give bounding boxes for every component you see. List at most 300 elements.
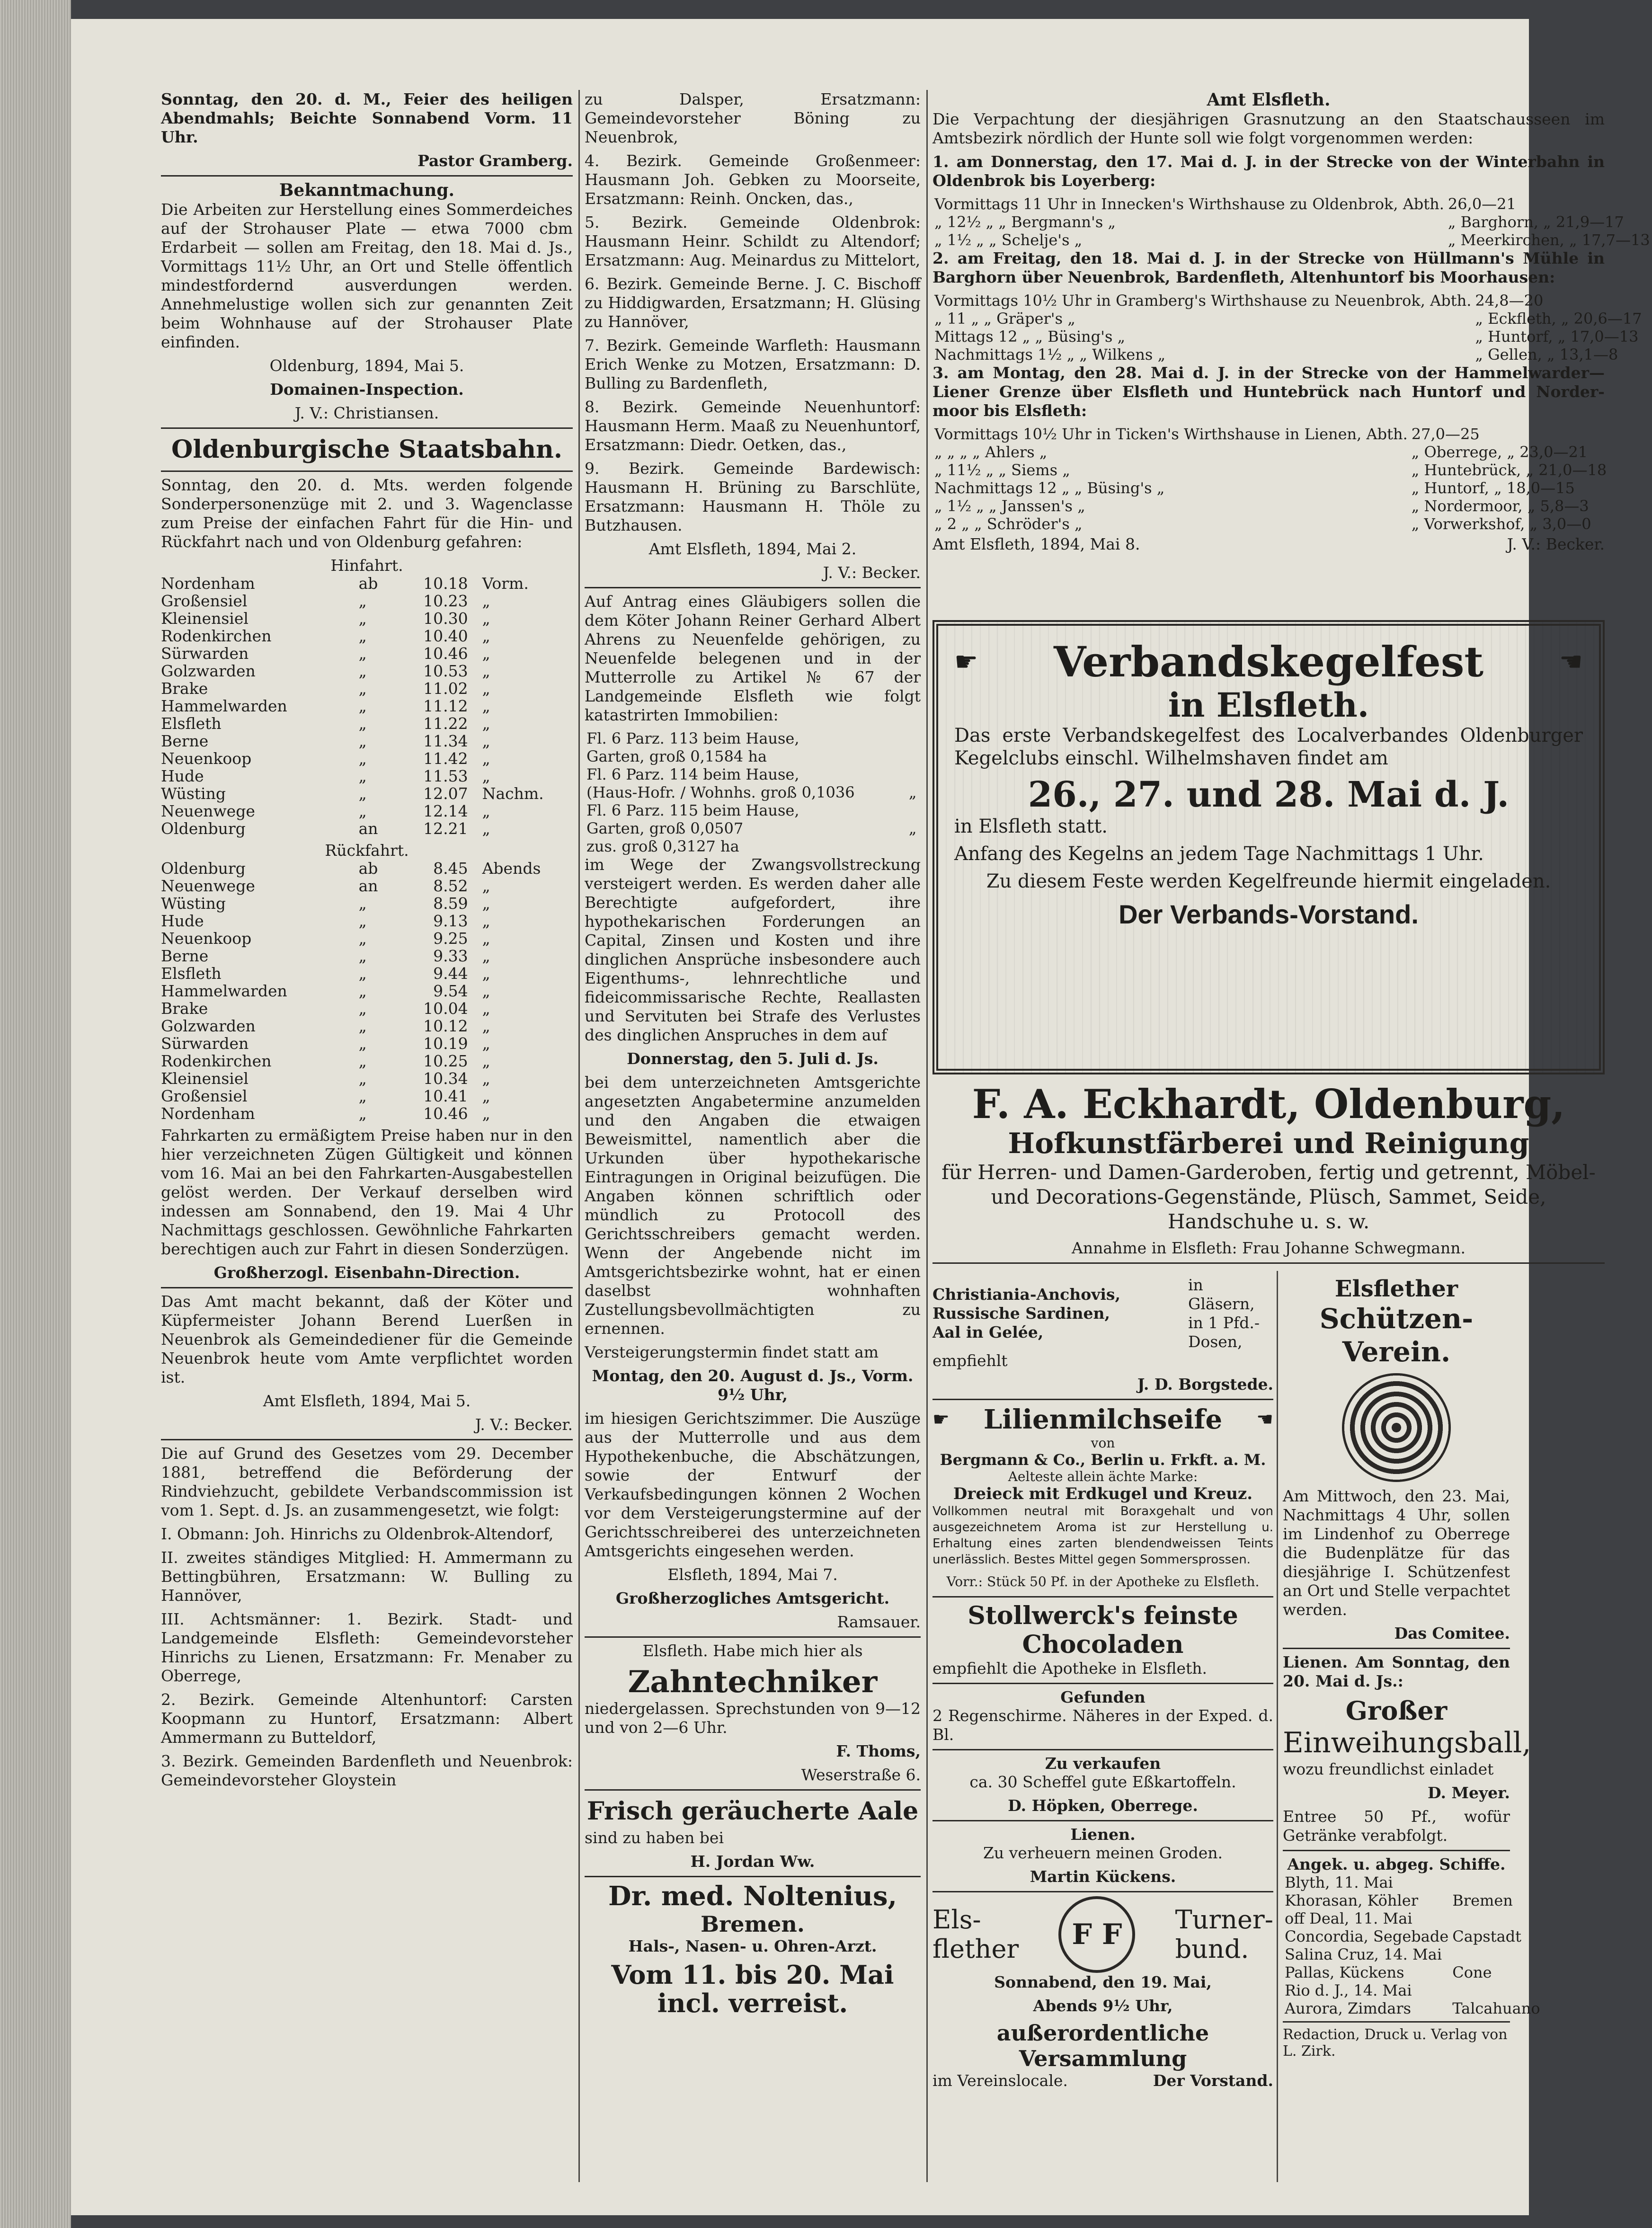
railway-intro: Sonntag, den 20. d. Mts. werden folgende Sonderpersonenzüge mit 2. und 3. Wagenclasse zum Preise der einfachen Fahrt für die Hin- und Rückfahrt nach und von Oldenburg gefahren:	[161, 476, 573, 551]
soap-von: von	[1091, 1435, 1115, 1451]
return-row-cell: „	[358, 1069, 367, 1088]
return-row-cell: 10.19	[423, 1034, 468, 1053]
outbound-row-cell: Elsfleth	[161, 714, 222, 733]
return-row-cell: Wüsting	[161, 894, 226, 913]
outbound-row-cell: „	[482, 767, 490, 785]
ship-row-cell	[1450, 1981, 1542, 1999]
turner-place: im Vereinslocale.	[933, 2071, 1068, 2090]
doctor-title: Dr. med. Noltenius,	[608, 1881, 897, 1912]
outbound-row-cell: „	[358, 749, 367, 768]
amt2-cont: zu Dalsper, Ersatzmann: Gemeindevorsteher Böning zu Neuenbrok,	[585, 90, 921, 146]
return-row-cell: 10.34	[423, 1069, 468, 1088]
amt2-cont: 8. Bezirk. Gemeinde Neuenhuntorf: Hausmann Herm. Maaß zu Neuenhuntorf, Ersatzmann: Diedr. Oetken, das.,	[585, 398, 921, 454]
ship-row	[1283, 1981, 1542, 1999]
return-row-cell: Nordenham	[161, 1104, 255, 1123]
return-row-cell: Neuenwege	[161, 877, 255, 895]
outbound-row-cell: 11.22	[423, 714, 468, 733]
return-row	[161, 912, 573, 930]
outbound-row-cell: „	[482, 609, 490, 628]
parcel-row	[585, 729, 921, 747]
sale-name: D. Höpken, Oberrege.	[1008, 1796, 1198, 1815]
grass-row	[933, 195, 1652, 213]
found-text: 2 Regenschirme. Näheres in der Exped. d. Bl.	[933, 1706, 1273, 1744]
outbound-row-cell: Berne	[161, 732, 209, 750]
amt2-item: 2. Bezirk. Gemeinde Altenhuntorf: Carsten Koopmann zu Huntorf, Ersatzmann: Albert Ammermann zu Butteldorf,	[161, 1690, 573, 1747]
notice-title: Bekanntmachung.	[279, 180, 455, 200]
amt2-text: Die auf Grund des Gesetzes vom 29. December 1881, betreffend die Beförderung der Rindviehzucht, gebildete Verbandscommission ist vom 1. Sept. d. Js. an zusammengesetzt, wie folgt:	[161, 1444, 573, 1519]
return-row-cell: 8.45	[433, 859, 468, 878]
grass-row-cell: „ 11½ „ „ Siems „	[934, 461, 1070, 479]
outbound-row-cell: „	[482, 802, 490, 820]
notice-date: Oldenburg, 1894, Mai 5.	[269, 356, 464, 375]
return-row-cell: „	[358, 929, 367, 948]
ship-row-cell: Bremen	[1452, 1891, 1513, 1909]
lienen-name: Martin Kückens.	[1030, 1867, 1176, 1886]
return-row-cell: „	[358, 912, 367, 930]
ship-row-cell: Capstadt	[1452, 1927, 1521, 1945]
turner-sign: Der Vorstand.	[1153, 2071, 1273, 2090]
newspaper-page	[71, 19, 1650, 2215]
chocolate-text: empfiehlt die Apotheke in Elsfleth.	[933, 1659, 1208, 1678]
outbound-row	[161, 767, 573, 785]
ship-row-cell: Cone	[1452, 1963, 1492, 1981]
outbound-row-cell: Neuenwege	[161, 802, 255, 820]
dentist-title: Zahntechniker	[628, 1664, 878, 1700]
ship-row-cell: Salina Cruz, 14. Mai	[1285, 1945, 1442, 1963]
column-rule	[926, 90, 928, 2182]
grass-row-cell: 26,0—21	[1448, 195, 1516, 213]
soap-mark-label: Aelteste allein ächte Marke:	[1008, 1469, 1198, 1484]
eel-text: sind zu haben bei	[585, 1829, 724, 1847]
ship-row	[1283, 1891, 1542, 1909]
grass-row-cell: „ Huntorf, „ 17,0—13	[1475, 328, 1639, 346]
ball-name: D. Meyer.	[1428, 1784, 1510, 1802]
return-row-cell: 9.33	[433, 947, 468, 965]
fish-packaging: in Gläsern, in 1 Pfd.-Dosen,	[1188, 1276, 1260, 1351]
return-row	[161, 877, 573, 895]
return-row-cell: „	[482, 877, 490, 895]
grass-day-1: 1. am Donnerstag, den 17. Mai d. J. in der Strecke von der Winterbahn in Oldenbrok bis Loyerberg:	[933, 152, 1605, 190]
grass-row-cell: Vormittags 10½ Uhr in Gramberg's Wirthshause zu Neuenbrok, Abth.	[934, 292, 1472, 310]
amt2-date: Amt Elsfleth, 1894, Mai 2.	[648, 540, 857, 558]
ship-row-cell: Rio d. J., 14. Mai	[1285, 1981, 1412, 1999]
grass-sign: J. V.: Becker.	[1507, 535, 1605, 553]
dentist-text: niedergelassen. Sprechstunden von 9—12 und von 2—6 Uhr.	[585, 1699, 921, 1737]
auction-office: Großherzogliches Amtsgericht.	[615, 1589, 890, 1607]
auction-name: Ramsauer.	[837, 1613, 921, 1631]
fish-name: J. D. Borgstede.	[1137, 1375, 1273, 1394]
parcel-row-cell	[907, 747, 921, 765]
outbound-row-cell: Vorm.	[482, 574, 529, 593]
auction-termin: Versteigerungstermin findet statt am	[585, 1343, 879, 1361]
ship-row	[1283, 1963, 1542, 1981]
parcel-row-cell: Fl. 6 Parz. 114 beim Hause,	[586, 765, 799, 783]
eel-name: H. Jordan Ww.	[690, 1852, 815, 1871]
turner-left-1: Els-	[933, 1905, 981, 1935]
return-row-cell: „	[358, 1017, 367, 1035]
eckhardt-subtitle: Hofkunstfärberei und Reinigung	[1008, 1127, 1529, 1160]
return-row	[161, 1000, 573, 1017]
chocolate-title: Stollwerck's feinste Chocoladen	[968, 1601, 1238, 1659]
outbound-row-cell: „	[482, 644, 490, 663]
ship-row	[1283, 1927, 1542, 1945]
amt2-item: II. zweites ständiges Mitglied: H. Ammermann zu Bettingbühren, Ersatzmann: W. Bulling zu Hannöver,	[161, 1548, 573, 1605]
notice-text: Die Arbeiten zur Herstellung eines Sommerdeiches auf der Strohauser Plate — etwa 7000 cbm Erdarbeit — sollen am Freitag, den 18. Mai d. Js., Vormittags 11½ Uhr, an Ort und Stelle öffentlich mindestfordernd ausverdungen werden. Annehmelustige wollen sich zur genannten Zeit beim Wohnhause auf der Strohauser Plate einfinden.	[161, 200, 573, 351]
parcel-row-cell: Fl. 6 Parz. 115 beim Hause,	[586, 801, 799, 819]
column-2	[585, 90, 921, 2017]
turner-time: Abends 9½ Uhr,	[1033, 1997, 1173, 2015]
doctor-spec: Hals-, Nasen- u. Ohren-Arzt.	[628, 1937, 877, 1955]
outbound-row-cell: Sürwarden	[161, 644, 249, 663]
bowling-text: Das erste Verbandskegelfest des Localverbandes Oldenburger Kegelclubs einschl. Wilhelmshaven findet am	[954, 725, 1583, 769]
return-row-cell: Berne	[161, 947, 209, 965]
return-row-cell: 9.25	[433, 929, 468, 948]
outbound-row-cell: „	[358, 732, 367, 750]
return-row-cell: „	[358, 1087, 367, 1105]
return-row-cell: Hude	[161, 912, 204, 930]
return-row-cell: 10.41	[423, 1087, 468, 1105]
grass-row-cell: „ Barghorn, „ 21,9—17	[1448, 213, 1624, 231]
ship-row-cell: Pallas, Kückens	[1285, 1963, 1404, 1981]
doctor-city: Bremen.	[701, 1911, 805, 1937]
return-row	[161, 965, 573, 982]
pointing-hand-icon: ☛	[933, 1409, 950, 1430]
lienen-text: Zu verheuern meinen Groden.	[983, 1844, 1223, 1862]
turner-event: außerordentliche Versammlung	[996, 2020, 1209, 2071]
grass-row	[933, 443, 1608, 461]
return-row	[161, 1087, 573, 1105]
outbound-row-cell: 12.14	[423, 802, 468, 820]
outbound-row-cell: Großensiel	[161, 592, 248, 610]
return-row	[161, 1035, 573, 1052]
grass-row-cell: „ „ „ „ Ahlers „	[934, 443, 1048, 461]
column-rule	[1277, 1271, 1278, 2182]
dentist-intro: Elsfleth. Habe mich hier als	[642, 1642, 863, 1660]
grass-row-cell: „ Meerkirchen, „ 17,7—13	[1448, 231, 1650, 249]
grass-row	[933, 515, 1608, 533]
outbound-row-cell: 11.12	[423, 697, 468, 715]
grass-row	[933, 310, 1644, 328]
return-row-cell: „	[482, 1104, 490, 1123]
auction-termin-date: Montag, den 20. August d. Js., Vorm. 9½ Uhr,	[592, 1367, 914, 1404]
grass-row-cell: Vormittags 11 Uhr in Innecken's Wirthshause zu Oldenbrok, Abth.	[934, 195, 1444, 213]
pointing-hand-icon: ☚	[1256, 1409, 1273, 1430]
sale-title: Zu verkaufen	[1045, 1754, 1161, 1773]
outbound-row	[161, 750, 573, 767]
outbound-row-cell: 11.34	[423, 732, 468, 750]
return-row	[161, 860, 573, 877]
grass-row-cell: „ Vorwerkshof, „ 3,0—0	[1411, 515, 1591, 533]
column-1	[161, 90, 573, 1794]
outbound-row	[161, 715, 573, 732]
outbound-row-cell: „	[358, 609, 367, 628]
outbound-label: Hinfahrt.	[330, 556, 403, 575]
outbound-row-cell: 11.42	[423, 749, 468, 768]
parcel-row	[585, 837, 921, 855]
amt1-date: Amt Elsfleth, 1894, Mai 5.	[263, 1392, 471, 1410]
outbound-row-cell: 11.02	[423, 679, 468, 698]
sale-text: ca. 30 Scheffel gute Eßkartoffeln.	[969, 1773, 1236, 1791]
return-row-cell: Abends	[482, 859, 541, 878]
return-row-cell: „	[358, 894, 367, 913]
auction-date: Donnerstag, den 5. Juli d. Js.	[627, 1049, 879, 1068]
return-row	[161, 947, 573, 965]
outbound-row-cell: „	[358, 662, 367, 680]
ship-row	[1283, 1909, 1542, 1927]
ship-row	[1283, 1873, 1542, 1891]
return-row-cell: 10.04	[423, 999, 468, 1018]
outbound-row-cell: „	[482, 662, 490, 680]
auction-parcels	[585, 729, 921, 855]
outbound-row	[161, 610, 573, 627]
parcel-row	[585, 819, 921, 837]
grass-row-cell: 27,0—25	[1411, 425, 1480, 443]
return-row-cell: „	[358, 1104, 367, 1123]
fish-item: Aal in Gelée,	[933, 1323, 1044, 1341]
soap-price: Vorr.: Stück 50 Pf. in der Apotheke zu Elsfleth.	[946, 1574, 1260, 1589]
lienen-title: Lienen.	[1070, 1825, 1136, 1844]
outbound-row-cell: „	[358, 697, 367, 715]
page-edge-stack	[0, 0, 71, 2228]
outbound-row-cell: Hammelwarden	[161, 697, 287, 715]
parcel-row-cell: (Haus-Hofr. / Wohnhs. groß 0,1036	[586, 783, 855, 801]
outbound-row-cell: „	[358, 802, 367, 820]
grass-row-cell: „ Huntorf, „ 18,0—15	[1411, 479, 1575, 497]
found-title: Gefunden	[1060, 1688, 1146, 1706]
outbound-row-cell: Nordenham	[161, 574, 255, 593]
railway-title: Oldenburgische Staatsbahn.	[171, 435, 562, 464]
ships-table	[1283, 1873, 1542, 2017]
shooting-target-icon	[1342, 1373, 1451, 1482]
ship-row-cell	[1450, 1909, 1542, 1927]
outbound-row-cell: Neuenkoop	[161, 749, 252, 768]
ship-row-cell: Khorasan, Köhler	[1285, 1891, 1418, 1909]
return-row-cell: „	[358, 947, 367, 965]
auction-place: Elsfleth, 1894, Mai 7.	[667, 1565, 838, 1584]
outbound-row-cell: 12.21	[423, 819, 468, 838]
grass-row	[933, 346, 1644, 364]
return-row-cell: Großensiel	[161, 1087, 248, 1105]
outbound-row-cell: an	[358, 819, 378, 838]
grass-row	[933, 497, 1608, 515]
return-row	[161, 982, 573, 1000]
ship-row-cell: Concordia, Segebade	[1285, 1927, 1449, 1945]
notice-sign: J. V.: Christiansen.	[294, 404, 439, 422]
outbound-row	[161, 645, 573, 662]
fish-item: Russische Sardinen,	[933, 1304, 1110, 1323]
outbound-row-cell: 10.53	[423, 662, 468, 680]
grass-row-cell: „ Eckfleth, „ 20,6—17	[1475, 310, 1642, 328]
outbound-row-cell: Oldenburg	[161, 819, 246, 838]
outbound-row	[161, 592, 573, 610]
return-row	[161, 1052, 573, 1070]
ball-title-1: Großer	[1345, 1695, 1448, 1726]
grass-row-cell: Nachmittags 1½ „ „ Wilkens „	[934, 346, 1166, 364]
auction-text-3: bei dem unterzeichneten Amtsgerichte angesetzten Angabetermine anzumelden und den Angaben die etwaigen Beweismittel, namentlich aber die Urkunden über hypothekarische Eintragungen in Original beizufügen. Die Angaben können schriftlich oder mündlich zu Protocoll des Gerichtsschreibers gemacht werden. Wenn der Angebende nicht im Amtsgerichtsbezirke wohnt, hat er einen daselbst wohnhaften Zustellungsbevollmächtigten zu ernennen.	[585, 1073, 921, 1338]
amt2-cont: 6. Bezirk. Gemeinde Berne. J. C. Bischoff zu Hiddigwarden, Ersatzmann; H. Glüsing zu Hannöver,	[585, 275, 921, 331]
return-row	[161, 930, 573, 947]
grass-row	[933, 479, 1608, 497]
outbound-row-cell: 12.07	[423, 784, 468, 803]
parcel-row	[585, 765, 921, 783]
column-3a	[933, 1276, 1273, 2090]
grass-row-cell: „ 11 „ „ Gräper's „	[934, 310, 1075, 328]
dentist-address: Weserstraße 6.	[801, 1766, 921, 1784]
grass-row	[933, 292, 1644, 310]
amt2-cont: 7. Bezirk. Gemeinde Warfleth: Hausmann Erich Wenke zu Motzen, Ersatzmann: D. Bulling zu Bardenfleth,	[585, 336, 921, 392]
soap-title: Lilienmilchseife	[983, 1404, 1223, 1435]
outbound-row-cell: „	[358, 784, 367, 803]
return-row-cell: ab	[358, 859, 378, 878]
outbound-row-cell: Rodenkirchen	[161, 627, 272, 645]
grass-row	[933, 328, 1644, 346]
outbound-row-cell: 10.30	[423, 609, 468, 628]
return-row	[161, 1017, 573, 1035]
return-row-cell: „	[482, 1069, 490, 1088]
bowling-title: Verbandskegelfest	[1053, 637, 1484, 686]
parcel-row-cell: Garten, groß 0,0507	[586, 819, 744, 837]
outbound-row	[161, 627, 573, 645]
ball-title-2: Einweihungsball,	[1283, 1726, 1531, 1759]
railway-footer: Fahrkarten zu ermäßigtem Preise haben nur in den hier verzeichneten Zügen Gültigkeit und können vom 16. Mai an bei den Fahrkarten-Ausgabestellen gelöst werden. Der Verkauf derselben wird indessen am Sonnabend, den 19. Mai 4 Uhr Nachmittags geschlossen. Gewöhnliche Fahrkarten berechtigen auch zur Fahrt in diesen Sonderzügen.	[161, 1126, 573, 1258]
grass-table-2	[933, 292, 1644, 364]
grass-row	[933, 213, 1652, 231]
grass-day-3: 3. am Montag, den 28. Mai d. J. in der Strecke von der Hammelwarder—Liener Grenze über Elsfleth und Huntebrück nach Huntorf und Norder-moor bis Elsfleth:	[933, 364, 1605, 420]
grass-table-1	[933, 195, 1652, 249]
eel-title: Frisch geräucherte Aale	[586, 1797, 919, 1826]
grass-row-cell: Nachmittags 12 „ „ Büsing's „	[934, 479, 1165, 497]
return-row	[161, 895, 573, 912]
outbound-row	[161, 680, 573, 697]
return-row-cell: „	[482, 982, 490, 1000]
outbound-table	[161, 575, 573, 837]
return-row-cell: 10.46	[423, 1104, 468, 1123]
pointing-hand-icon: ☚	[1559, 646, 1583, 677]
shooting-club-title-1: Elsflether	[1334, 1276, 1458, 1302]
return-table	[161, 860, 573, 1122]
outbound-row-cell: „	[482, 819, 490, 838]
ship-row-cell: off Deal, 11. Mai	[1285, 1909, 1412, 1927]
ship-row-cell: Talcahuano	[1452, 1999, 1540, 2017]
return-row-cell: 8.52	[433, 877, 468, 895]
grass-row-cell: „ Huntebrück, „ 21,0—18	[1411, 461, 1607, 479]
ball-text: wozu freundlichst einladet	[1283, 1760, 1494, 1778]
soap-brand: Dreieck mit Erdkugel und Kreuz.	[953, 1484, 1253, 1503]
parcel-row-cell: Fl. 6 Parz. 113 beim Hause,	[586, 729, 799, 747]
return-row-cell: Oldenburg	[161, 859, 246, 878]
soap-text: Vollkommen neutral mit Boraxgehalt und von ausgezeichnetem Aroma ist zur Herstellung u. Erhaltung eines zarten blendendweissen Teints unerlässlich. Bestes Mittel gegen Sommersprossen.	[933, 1504, 1273, 1567]
parcel-row-cell: zus. groß 0,3127 ha	[586, 837, 739, 855]
grass-row-cell: „ 1½ „ „ Janssen's „	[934, 497, 1085, 515]
eckhardt-ad	[933, 1082, 1605, 1268]
parcel-row	[585, 747, 921, 765]
eckhardt-annahme: Annahme in Elsfleth: Frau Johanne Schwegmann.	[1072, 1239, 1465, 1257]
grass-title: Amt Elsfleth.	[1207, 90, 1331, 110]
outbound-row-cell: 10.23	[423, 592, 468, 610]
return-row-cell: 9.13	[433, 912, 468, 930]
pointing-hand-icon: ☛	[954, 646, 978, 677]
parcel-row-cell	[907, 765, 921, 783]
turner-emblem-icon: F F	[1058, 1896, 1135, 1973]
return-row-cell: Golzwarden	[161, 1017, 256, 1035]
return-row-cell: „	[482, 947, 490, 965]
grass-row	[933, 461, 1608, 479]
outbound-row-cell: 10.18	[423, 574, 468, 593]
amt2-cont: 5. Bezirk. Gemeinde Oldenbrok: Hausmann Heinr. Schildt zu Altendorf; Ersatzmann: Aug. Meinardus zu Mittelort,	[585, 213, 921, 269]
return-row-cell: Elsfleth	[161, 964, 222, 983]
amt2-item: I. Obmann: Joh. Hinrichs zu Oldenbrok-Altendorf,	[161, 1525, 554, 1543]
church-pastor: Pastor Gramberg.	[417, 151, 573, 170]
notice-office: Domainen-Inspection.	[270, 380, 464, 399]
outbound-row-cell: „	[482, 749, 490, 768]
outbound-row-cell: Wüsting	[161, 784, 226, 803]
parcel-row-cell: „	[908, 783, 917, 801]
turner-right-2: bund.	[1175, 1934, 1249, 1964]
outbound-row-cell: „	[482, 627, 490, 645]
shooting-club-text: Am Mittwoch, den 23. Mai, Nachmittags 4 Uhr, sollen im Lindenhof zu Oberrege die Budenplätze für das diesjährige I. Schützenfest an Ort und Stelle verpachtet werden.	[1283, 1487, 1510, 1619]
grass-row-cell: „ 2 „ „ Schröder's „	[934, 515, 1083, 533]
amt1-sign: J. V.: Becker.	[475, 1415, 573, 1434]
amt2-sign: J. V.: Becker.	[823, 563, 921, 582]
amt2-cont: 9. Bezirk. Gemeinde Bardewisch: Hausmann H. Brüning zu Barschlüte, Ersatzmann: Hausmann H. Thöle zu Butzhausen.	[585, 459, 921, 534]
shooting-club-sign: Das Comitee.	[1394, 1624, 1510, 1642]
outbound-row-cell: „	[482, 714, 490, 733]
outbound-row-cell: ab	[358, 574, 378, 593]
auction-text: Auf Antrag eines Gläubigers sollen die dem Köter Johann Reiner Gerhard Albert Ahrens zu Neuenfelde gehörigen, zu Neuenfelde belegenen und in der Mutterrolle zu Artikel № 67 der Landgemeinde Elsfleth wie folgt katastrirten Immobilien:	[585, 592, 921, 724]
turner-right-1: Turner-	[1175, 1905, 1273, 1935]
return-row-cell: „	[482, 1052, 490, 1070]
ball-price: Entree 50 Pf., wofür Getränke verabfolgt.	[1283, 1807, 1510, 1845]
grass-day-2: 2. am Freitag, den 18. Mai d. J. in der Strecke von Hüllmann's Mühle in Barghorn über Neuenbrok, Bardenfleth, Altenhuntorf bis Moorhausen:	[933, 249, 1605, 286]
outbound-row-cell: „	[482, 697, 490, 715]
turner-date: Sonnabend, den 19. Mai,	[994, 1973, 1212, 1991]
return-row-cell: „	[358, 999, 367, 1018]
bowling-text-2: in Elsfleth statt.	[954, 816, 1108, 837]
amt1-text: Das Amt macht bekannt, daß der Köter und Küpfermeister Johann Berend Luerßen in Neuenbrok als Gemeindediener für die Gemeinde Neuenbrok heute vom Amte verpflichtet worden ist.	[161, 1292, 573, 1386]
turner-left-2: flether	[933, 1934, 1019, 1964]
outbound-row-cell: Nachm.	[482, 784, 544, 803]
outbound-row	[161, 732, 573, 750]
return-row-cell: an	[358, 877, 378, 895]
return-row-cell: „	[358, 1052, 367, 1070]
column-4	[1283, 1276, 1540, 2059]
eckhardt-text: für Herren- und Damen-Garderoben, fertig und getrennt, Möbel- und Decorations-Gegenstände, Plüsch, Sammet, Seide, Handschuhe u. s. w.	[941, 1161, 1596, 1233]
return-row-cell: Kleinensiel	[161, 1069, 249, 1088]
grass-row-cell: „ Oberrege, „ 23,0—21	[1411, 443, 1588, 461]
column-3	[933, 90, 1650, 558]
return-row-cell: „	[482, 894, 490, 913]
column-rule	[578, 90, 580, 2182]
shooting-club-title-2: Schützen-Verein.	[1319, 1303, 1474, 1368]
bowling-dates: 26., 27. und 28. Mai d. J.	[1028, 774, 1510, 815]
imprint: Redaction, Druck u. Verlag von L. Zirk.	[1283, 2026, 1508, 2059]
return-row-cell: Hammelwarden	[161, 982, 287, 1000]
outbound-row-cell: Brake	[161, 679, 208, 698]
outbound-row-cell: 10.46	[423, 644, 468, 663]
outbound-row-cell: Golzwarden	[161, 662, 256, 680]
bowling-ad-frame	[933, 620, 1605, 1074]
return-row-cell: „	[482, 929, 490, 948]
ship-row-cell	[1450, 1945, 1542, 1963]
bowling-text-3: Anfang des Kegelns an jedem Tage Nachmittags 1 Uhr.	[954, 843, 1484, 865]
amt2-item: 3. Bezirk. Gemeinden Bardenfleth und Neuenbrok: Gemeindevorsteher Gloystein	[161, 1752, 573, 1789]
return-row-cell: „	[358, 982, 367, 1000]
grass-date: Amt Elsfleth, 1894, Mai 8.	[933, 535, 1140, 553]
ships-title: Angek. u. abgeg. Schiffe.	[1287, 1855, 1506, 1873]
ship-row	[1283, 1945, 1542, 1963]
outbound-row-cell: „	[358, 644, 367, 663]
return-row-cell: „	[358, 1034, 367, 1053]
